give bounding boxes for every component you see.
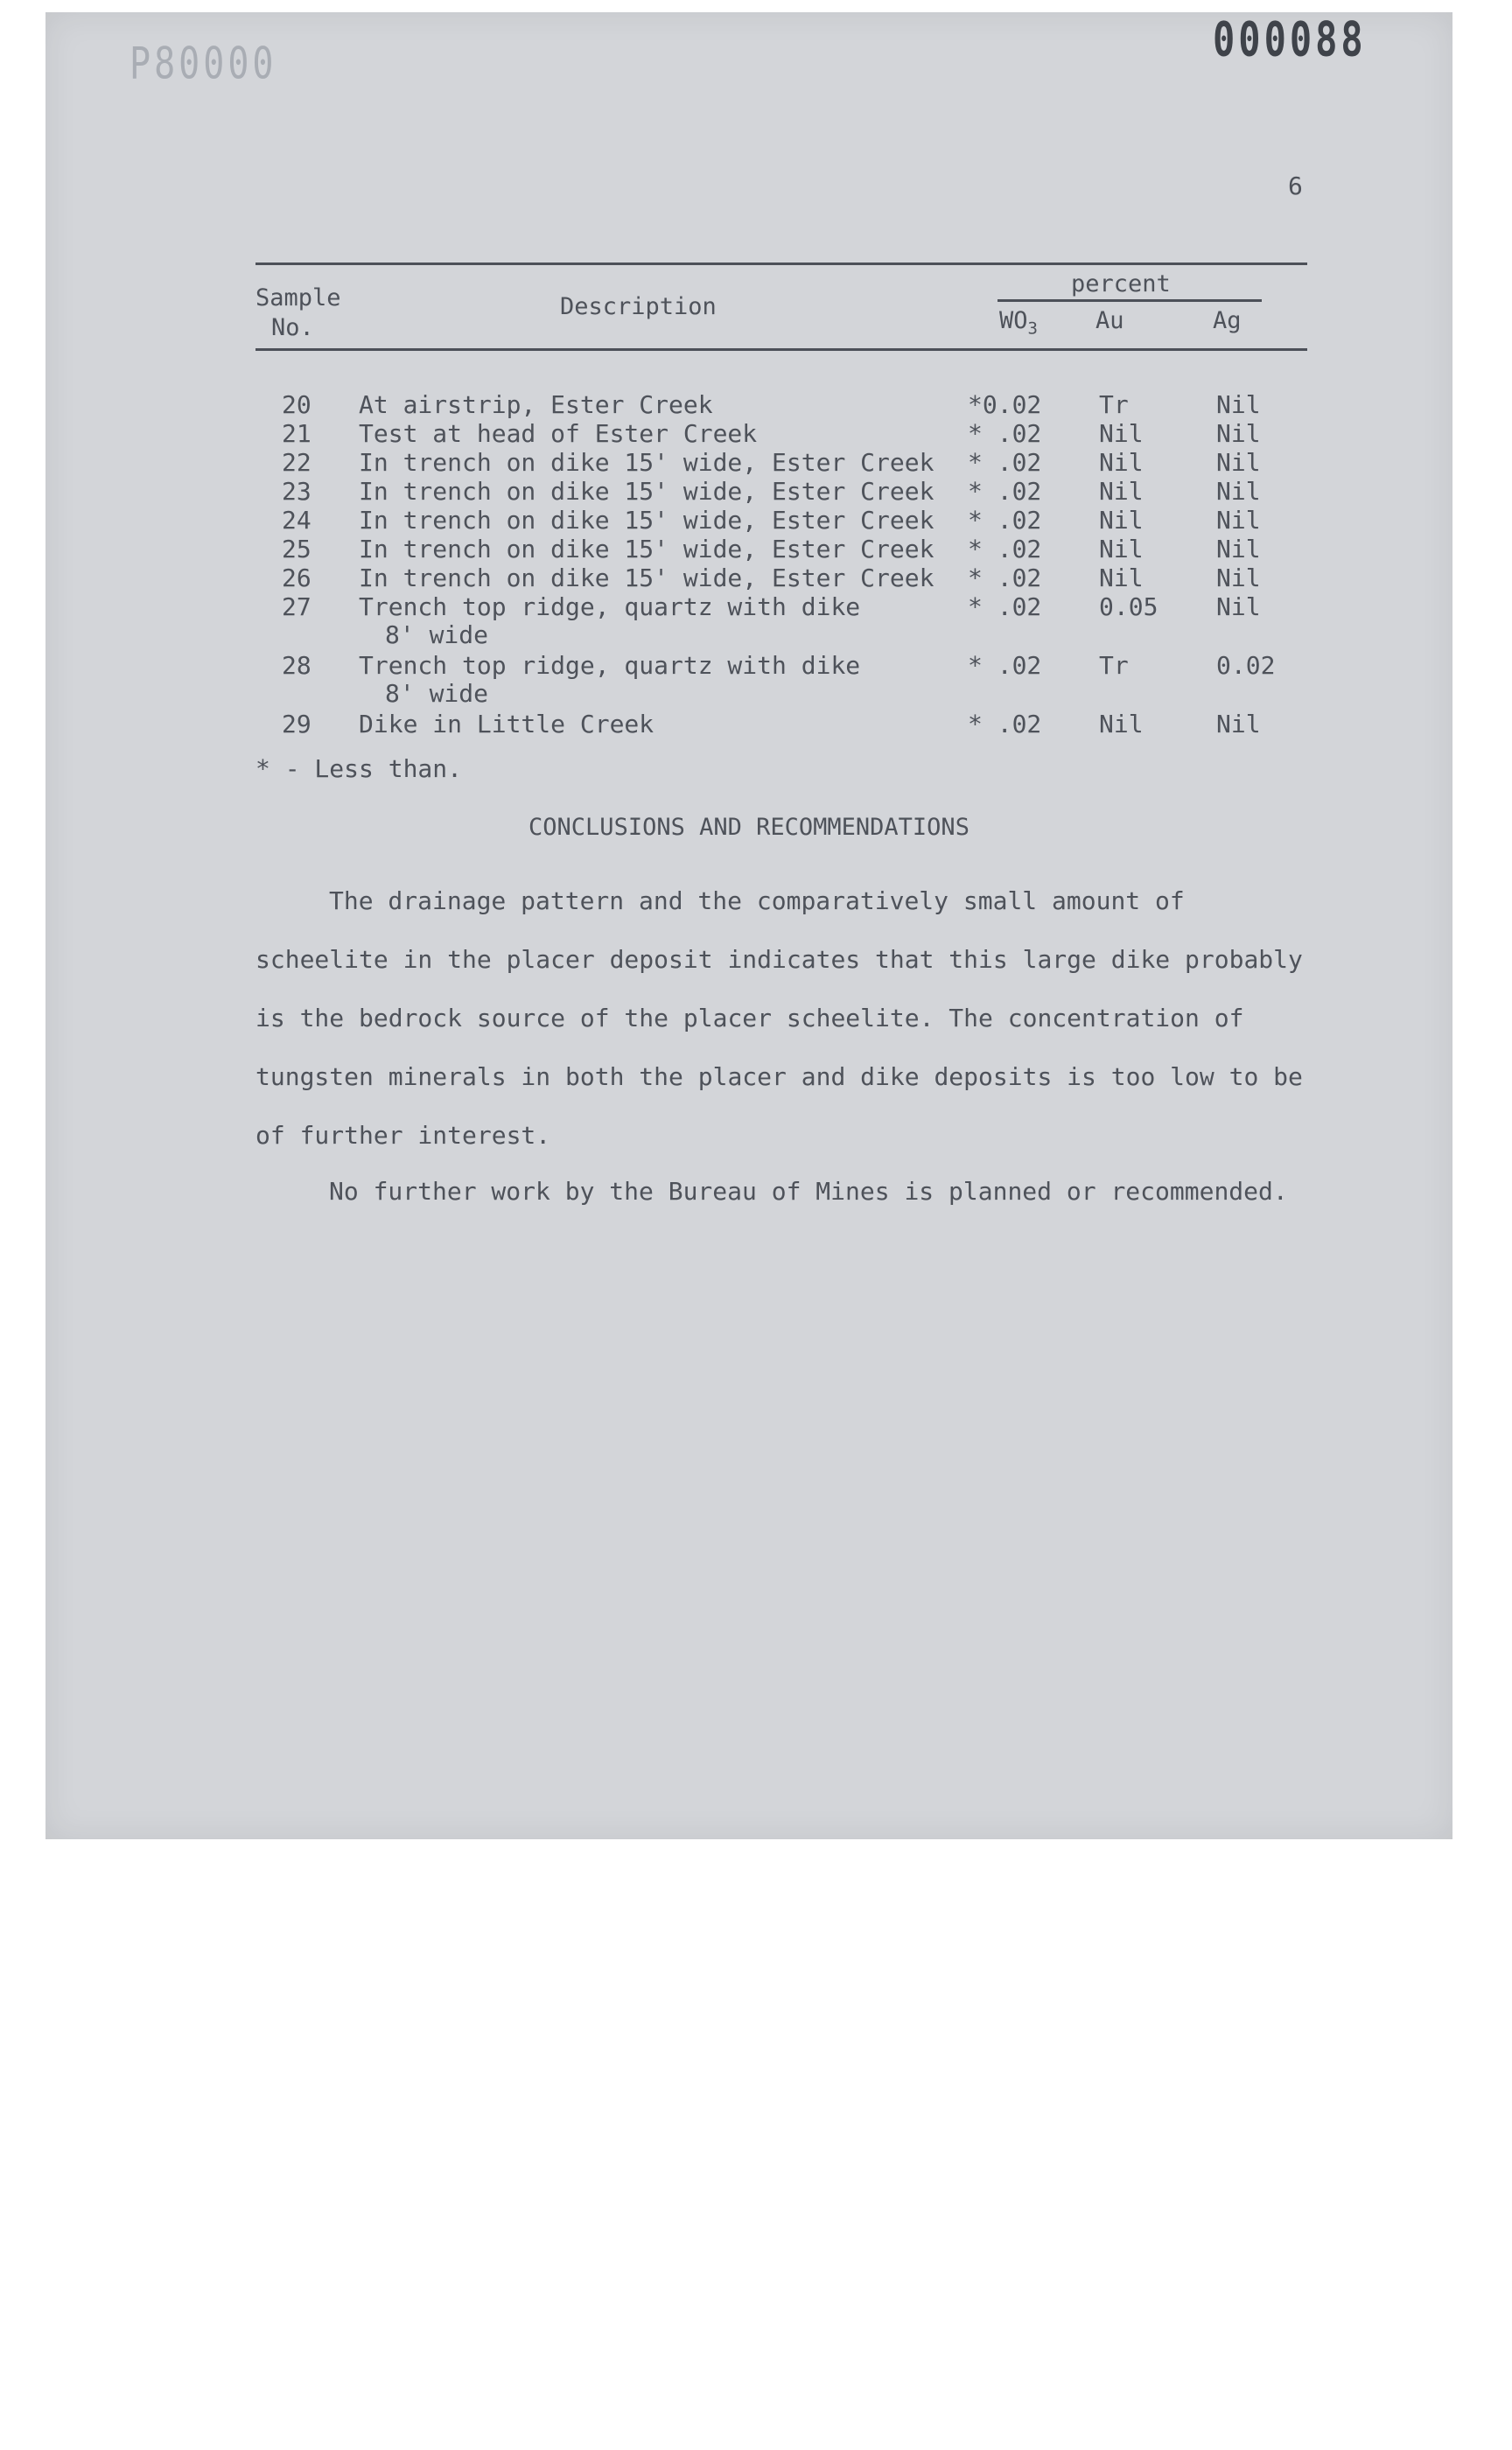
- section-heading: CONCLUSIONS AND RECOMMENDATIONS: [528, 814, 970, 841]
- au-value: Nil: [1099, 710, 1144, 738]
- description: In trench on dike 15' wide, Ester Creek: [359, 535, 934, 564]
- au-value: 0.05: [1099, 592, 1158, 621]
- description: At airstrip, Ester Creek: [359, 390, 713, 419]
- description: In trench on dike 15' wide, Ester Creek: [359, 506, 934, 535]
- wo3-value: * .02: [968, 651, 1042, 680]
- ag-value: Nil: [1216, 448, 1261, 477]
- table-top-rule: [256, 262, 1307, 265]
- header-description: Description: [560, 293, 717, 320]
- description: Trench top ridge, quartz with dike: [359, 651, 861, 680]
- wo3-value: *0.02: [968, 390, 1042, 419]
- table-row: [46, 651, 1452, 708]
- ag-value: Nil: [1216, 506, 1261, 535]
- ag-value: Nil: [1216, 592, 1261, 621]
- au-value: Nil: [1099, 477, 1144, 506]
- sample-number: 26: [282, 564, 312, 592]
- au-value: Nil: [1099, 535, 1144, 564]
- header-wo3-subscript: 3: [1027, 318, 1038, 339]
- wo3-value: * .02: [968, 535, 1042, 564]
- sample-number: 22: [282, 448, 312, 477]
- ag-value: Nil: [1216, 477, 1261, 506]
- table-footnote: * - Less than.: [256, 754, 463, 783]
- wo3-value: * .02: [968, 477, 1042, 506]
- sample-number: 28: [282, 651, 312, 680]
- au-value: Tr: [1099, 651, 1129, 680]
- paragraph-2-text: No further work by the Bureau of Mines is planned or recommended.: [329, 1177, 1288, 1206]
- description: Dike in Little Creek: [359, 710, 654, 738]
- header-wo3-text: WO: [999, 307, 1028, 334]
- ag-value: Nil: [1216, 564, 1261, 592]
- description: In trench on dike 15' wide, Ester Creek: [359, 448, 934, 477]
- paragraph-1-text: The drainage pattern and the comparatively small amount of scheelite in the placer deposit indicates that this large dike probably is the bedrock source of the placer scheelite. The concentration of tungsten minerals in both the placer and dike deposits is too low to be of further interest.: [256, 886, 1303, 1150]
- wo3-value: * .02: [968, 419, 1042, 448]
- table-row: [46, 592, 1452, 649]
- table-row: [46, 506, 1452, 536]
- description: In trench on dike 15' wide, Ester Creek: [359, 564, 934, 592]
- archive-stamp-left: P80000: [130, 38, 277, 89]
- header-no: No.: [271, 314, 314, 341]
- ag-value: 0.02: [1216, 651, 1276, 680]
- header-au: Au: [1096, 307, 1124, 334]
- description: In trench on dike 15' wide, Ester Creek: [359, 477, 934, 506]
- wo3-value: * .02: [968, 506, 1042, 535]
- sample-number: 25: [282, 535, 312, 564]
- au-value: Tr: [1099, 390, 1129, 419]
- table-row: [46, 448, 1452, 478]
- table-row: [46, 477, 1452, 507]
- description: Trench top ridge, quartz with dike: [359, 592, 861, 621]
- sample-number: 29: [282, 710, 312, 738]
- wo3-value: * .02: [968, 448, 1042, 477]
- table-row: [46, 419, 1452, 449]
- wo3-value: * .02: [968, 710, 1042, 738]
- description: Test at head of Ester Creek: [359, 419, 758, 448]
- ag-value: Nil: [1216, 390, 1261, 419]
- conclusions-paragraph-1: [256, 872, 1332, 1165]
- table-row: [46, 564, 1452, 593]
- sample-number: 20: [282, 390, 312, 419]
- ag-value: Nil: [1216, 535, 1261, 564]
- table-row: [46, 390, 1452, 420]
- header-sample: Sample: [256, 284, 341, 312]
- description-continued: 8' wide: [385, 679, 489, 708]
- conclusions-paragraph-2: [256, 1162, 1332, 1221]
- page-number: 6: [1288, 172, 1303, 200]
- au-value: Nil: [1099, 564, 1144, 592]
- wo3-value: * .02: [968, 564, 1042, 592]
- document-page: [46, 12, 1452, 1839]
- table-row: [46, 710, 1452, 739]
- ag-value: Nil: [1216, 710, 1261, 738]
- sample-number: 23: [282, 477, 312, 506]
- sample-number: 24: [282, 506, 312, 535]
- au-value: Nil: [1099, 419, 1144, 448]
- description-continued: 8' wide: [385, 620, 489, 649]
- au-value: Nil: [1099, 506, 1144, 535]
- header-wo3: [999, 306, 1038, 343]
- au-value: Nil: [1099, 448, 1144, 477]
- table-header-rule: [256, 348, 1307, 351]
- archive-stamp-right: 000088: [1213, 10, 1367, 67]
- sample-number: 21: [282, 419, 312, 448]
- table-row: [46, 535, 1452, 564]
- header-ag: Ag: [1213, 307, 1242, 334]
- sample-number: 27: [282, 592, 312, 621]
- wo3-value: * .02: [968, 592, 1042, 621]
- header-percent: percent: [1071, 270, 1171, 298]
- percent-rule: [998, 299, 1262, 302]
- ag-value: Nil: [1216, 419, 1261, 448]
